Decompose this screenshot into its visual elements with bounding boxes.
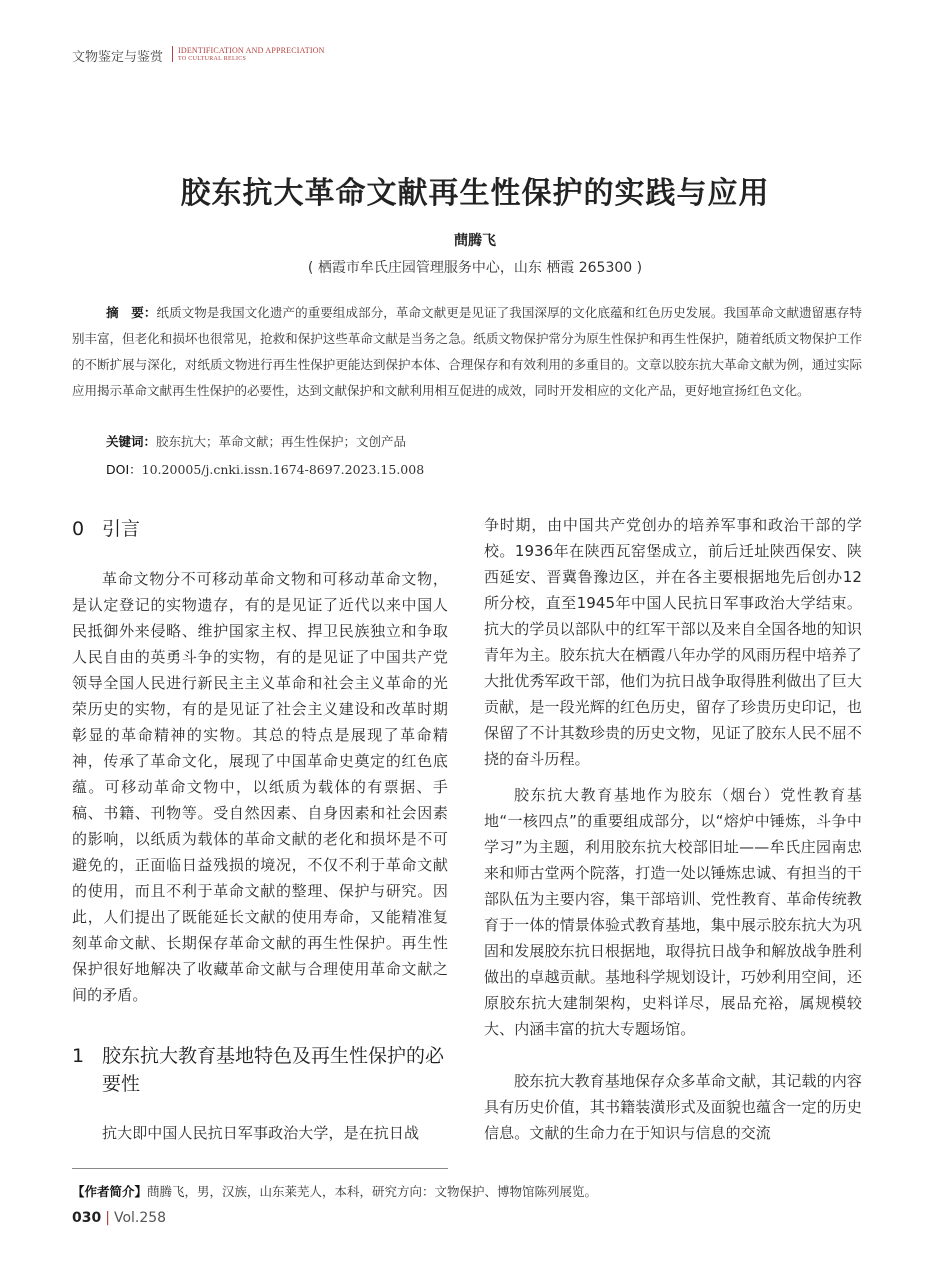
author-affiliation: ( 栖霞市牟氏庄园管理服务中心，山东 栖霞 265300 )	[307, 260, 643, 276]
doi-text: 10.20005/j.cnki.issn.1674-8697.2023.15.008	[141, 462, 425, 477]
author-info-label: 【作者简介】	[72, 1184, 148, 1199]
abstract-label: 摘 要：	[106, 305, 157, 320]
paragraph-documents: 胶东抗大教育基地保存众多革命文献，其记载的内容具有历史价值，其书籍装潢形式及面貌也蕴含一定的历史信息。文献的生命力在于知识与信息的交流	[484, 1072, 862, 1142]
page-number: 030	[72, 1210, 102, 1226]
footnote-divider	[72, 1168, 448, 1169]
abstract-text: 纸质文物是我国文化遗产的重要组成部分，革命文献更是见证了我国深厚的文化底蕴和红色历史发展。我国革命文献遗留惠存特别丰富，但老化和损坏也很常见，抢救和保护这些革命文献是当务之急。纸质文物保护常分为原生性保护和再生性保护，随着纸质文物保护工作的不断扩展与深化，对纸质文物进行再生性保护更能达到保护本体、合理保存和有效利用的多重目的。文章以胶东抗大革命文献为例，通过实际应用揭示革命文献再生性保护的必要性，达到文献保护和文献利用相互促进的成效，同时开发相应的文化产品，更好地宣扬红色文化。	[72, 305, 862, 398]
author-info	[72, 1182, 597, 1200]
header-divider	[172, 46, 173, 62]
paragraph-intro: 革命文物分不可移动革命文物和可移动革命文物，是认定登记的实物遗存，有的是见证了近代以来中国人民抵御外来侵略、维护国家主权、捍卫民族独立和争取人民自由的英勇斗争的实物，有的是见证了中国共产党领导全国人民进行新民主主义革命和社会主义革命的光荣历史的实物，有的是见证了社会主义建设和改革时期彰显的革命精神的实物。其总的特点是展现了革命精神，传承了革命文化，展现了中国革命史奠定的红色底蕴。可移动革命文物中，以纸质为载体的有票据、手稿、书籍、刊物等。受自然因素、自身因素和社会因素的影响，以纸质为载体的革命文献的老化和损坏是不可避免的，正面临日益残损的境况，不仅不利于革命文献的使用，而且不利于革命文献的整理、保护与研究。因此，人们提出了既能延长文献的使用寿命，又能精准复刻革命文献、长期保存革命文献的再生性保护。再生性保护很好地解决了收藏革命文献与合理使用革命文献之间的矛盾。	[72, 570, 448, 1004]
section-title: 引言	[102, 518, 141, 540]
journal-name-cn: 文物鉴定与鉴赏	[72, 50, 164, 65]
article-author: 蔄腾飞	[454, 233, 496, 249]
abstract	[72, 300, 862, 404]
section-title-line2: 要性	[102, 1073, 141, 1095]
paragraph-kangda-start: 抗大即中国人民抗日军事政治大学，是在抗日战	[102, 1124, 420, 1142]
doi	[106, 460, 424, 478]
section-heading-0	[72, 514, 140, 541]
journal-name-en-line1: IDENTIFICATION AND APPRECIATION	[178, 46, 325, 55]
keywords-text: 胶东抗大；革命文献；再生性保护；文创产品	[156, 434, 407, 449]
page-divider: |	[105, 1210, 110, 1226]
article-title: 胶东抗大革命文献再生性保护的实践与应用	[180, 176, 770, 211]
keywords-label: 关键词：	[106, 434, 157, 449]
volume-number: Vol.258	[113, 1210, 167, 1226]
doi-label: DOI：	[106, 462, 142, 477]
paragraph-education-base: 胶东抗大教育基地作为胶东（烟台）党性教育基地“一核四点”的重要组成部分，以“熔炉中锤炼，斗争中学习”为主题，利用胶东抗大校部旧址——牟氏庄园南忠来和师古堂两个院落，打造一处以锤炼忠诚、有担当的干部队伍为主要内容，集干部培训、党性教育、革命传统教育于一体的情景体验式教育基地，集中展示胶东抗大为巩固和发展胶东抗日根据地，取得抗日战争和解放战争胜利做出的卓越贡献。基地科学规划设计，巧妙利用空间，还原胶东抗大建制架构，史料详尽，展品充裕，属规模较大、内涵丰富的抗大专题场馆。	[484, 786, 862, 1038]
journal-name-en-line2: TO CULTURAL RELICS	[178, 56, 247, 62]
section-number: 1	[72, 1045, 85, 1067]
section-heading-1	[72, 1042, 462, 1098]
author-info-text: 蔄腾飞，男，汉族，山东莱芜人，本科，研究方向：文物保护、博物馆陈列展览。	[147, 1184, 598, 1199]
section-title-line1: 胶东抗大教育基地特色及再生性保护的必	[102, 1045, 445, 1067]
paragraph-kangda-continued: 争时期，由中国共产党创办的培养军事和政治干部的学校。1936年在陕西瓦窑堡成立，前后迁址陕西保安、陕西延安、晋冀鲁豫边区，并在各主要根据地先后创办12所分校，直至1945年中国人民抗日军事政治大学结束。抗大的学员以部队中的红军干部以及来自全国各地的知识青年为主。胶东抗大在栖霞八年办学的风雨历程中培养了大批优秀军政干部，他们为抗日战争取得胜利做出了巨大贡献，是一段光辉的红色历史，留存了珍贵历史印记，也保留了不计其数珍贵的历史文物，见证了胶东人民不屈不挠的奋斗历程。	[484, 516, 862, 768]
page-footer	[72, 1210, 166, 1226]
section-number: 0	[72, 518, 85, 540]
keywords	[106, 432, 406, 450]
